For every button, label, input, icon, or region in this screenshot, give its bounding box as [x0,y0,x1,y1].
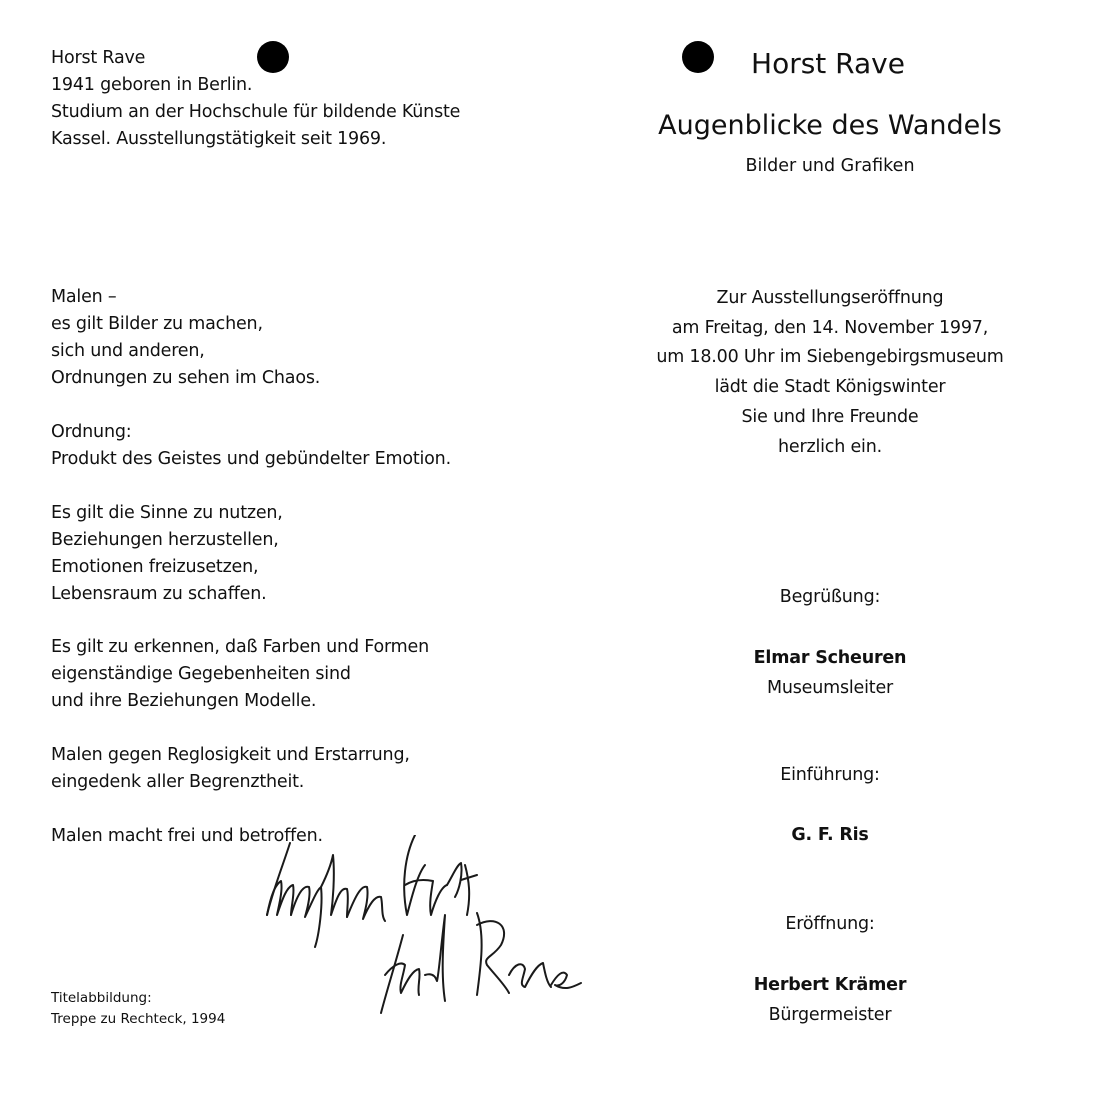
invitation-line: Sie und Ihre Freunde [741,406,919,427]
handwritten-signature [255,835,585,1025]
poem-line: und ihre Beziehungen Modelle. [51,691,317,711]
speaker-role: Bürgermeister [768,1005,892,1025]
caption-label: Titelabbildung: [51,990,152,1006]
speaker-role: Museumsleiter [766,678,894,698]
poem-stanza-3 [51,500,283,608]
poem-line: eingedenk aller Begrenztheit. [51,772,305,792]
bio-line: Horst Rave [51,48,146,68]
poem-line: Ordnung: [51,422,132,442]
bio-block [51,45,460,153]
poem-line: eigenständige Gegebenheiten sind [51,664,351,684]
artist-name: Horst Rave [751,47,905,80]
poem-line: Malen gegen Reglosigkeit und Erstarrung, [51,745,410,765]
poem-line: Produkt des Geistes und gebündelter Emotion. [51,449,451,469]
caption-text: Treppe zu Rechteck, 1994 [51,1011,226,1027]
header-block [628,44,1028,84]
poem-line: Es gilt zu erkennen, daß Farben und Formen [51,637,429,657]
program-introduction [630,762,1030,849]
poem-line: Malen – [51,287,117,307]
program-label: Einführung: [780,765,880,785]
poem-stanza-1 [51,284,320,392]
bio-line: Kassel. Ausstellungstätigkeit seit 1969. [51,129,387,149]
poem-line: Ordnungen zu sehen im Chaos. [51,368,321,388]
invitation-line: herzlich ein. [778,436,882,457]
program-opening [630,911,1030,1030]
poem-line: sich und anderen, [51,341,205,361]
speaker-name: Elmar Scheuren [753,648,907,668]
poem-line: Lebensraum zu schaffen. [51,584,267,604]
poem-stanza-2 [51,419,451,473]
speaker-name: Herbert Krämer [753,975,907,995]
speaker-name: G. F. Ris [791,825,869,845]
program-label: Eröffnung: [785,914,875,934]
poem-stanza-5 [51,742,410,796]
invitation-line: lädt die Stadt Königswinter [714,377,946,398]
invitation-text [630,284,1030,462]
exhibition-title: Augenblicke des Wandels [658,110,1002,141]
title-image-caption [51,988,225,1030]
program-welcome [630,584,1030,703]
invitation-line: um 18.00 Uhr im Siebengebirgsmuseum [656,347,1004,368]
invitation-line: Zur Ausstellungseröffnung [716,288,944,308]
poem-line: Es gilt die Sinne zu nutzen, [51,503,283,523]
invitation-line: am Freitag, den 14. November 1997, [671,317,989,338]
poem-line: Emotionen freizusetzen, [51,557,259,577]
poem-line: Malen macht frei und betroffen. [51,826,323,846]
poem-stanza-4 [51,634,429,715]
poem-line: Beziehungen herzustellen, [51,530,279,550]
bio-line: 1941 geboren in Berlin. [51,75,253,95]
poem-line: es gilt Bilder zu machen, [51,314,263,334]
program-label: Begrüßung: [779,587,881,607]
exhibition-subtitle: Bilder und Grafiken [745,156,915,176]
bio-line: Studium an der Hochschule für bildende Künste [51,102,461,122]
exhibition-title-block [630,106,1030,178]
